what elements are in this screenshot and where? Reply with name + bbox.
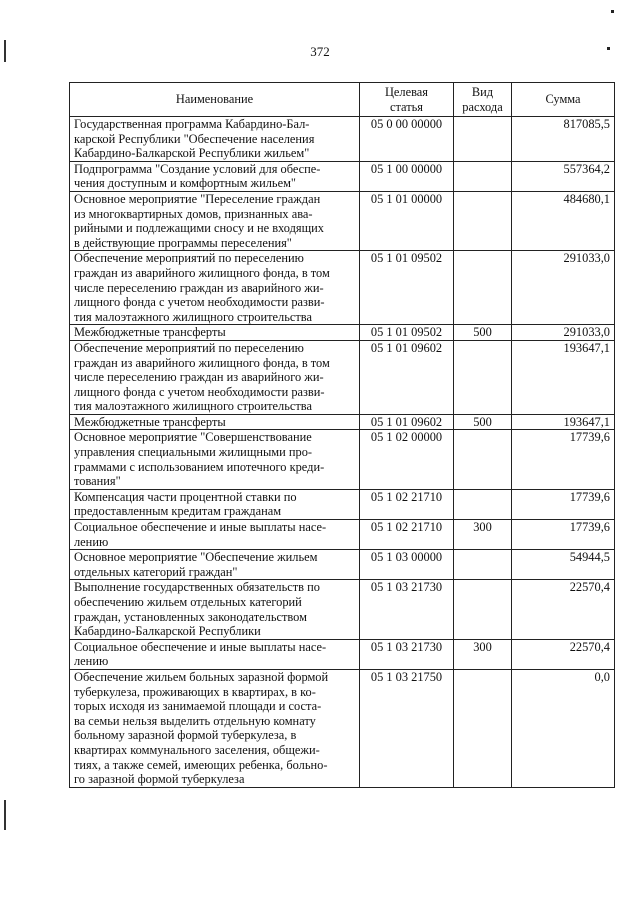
header-article: Целевая статья [360, 83, 454, 117]
row-article-code: 05 1 03 21750 [360, 669, 454, 787]
row-name: Основное мероприятие "Совершенствование управления специальными жилищными про- граммами с использованием ипотечного креди- тования" [70, 430, 360, 489]
table-row [70, 117, 615, 162]
row-sum: 17739,6 [512, 430, 615, 489]
row-article-code: 05 1 02 21710 [360, 489, 454, 519]
row-article-code: 05 1 00 00000 [360, 161, 454, 191]
header-sum: Сумма [512, 83, 615, 117]
row-expense-type: 500 [454, 325, 512, 341]
row-name: Выполнение государственных обязательств по обеспечению жильем отдельных категорий граждан, установленных законодательством Кабардино-Балкарской Республики [70, 580, 360, 639]
row-article-code: 05 1 03 21730 [360, 580, 454, 639]
row-expense-type [454, 251, 512, 325]
row-sum: 22570,4 [512, 580, 615, 639]
row-sum: 22570,4 [512, 639, 615, 669]
row-name: Обеспечение мероприятий по переселению граждан из аварийного жилищного фонда, в том числе переселению граждан из аварийного жи- лищного фонда с учетом необходимости разви- тия малоэтажного жилищного строительства [70, 340, 360, 414]
table-row [70, 161, 615, 191]
row-name: Социальное обеспечение и иные выплаты насе- лению [70, 520, 360, 550]
row-expense-type [454, 191, 512, 250]
row-expense-type: 300 [454, 639, 512, 669]
header-name: Наименование [70, 83, 360, 117]
row-sum: 291033,0 [512, 325, 615, 341]
scan-dot-top-right [611, 10, 614, 13]
row-sum: 484680,1 [512, 191, 615, 250]
table-row [70, 430, 615, 489]
row-article-code: 05 1 01 09502 [360, 251, 454, 325]
table-row [70, 639, 615, 669]
row-sum: 291033,0 [512, 251, 615, 325]
table-row [70, 489, 615, 519]
row-name: Обеспечение мероприятий по переселению граждан из аварийного жилищного фонда, в том числе переселению граждан из аварийного жи- лищного фонда с учетом необходимости разви- тия малоэтажного жилищного строительства [70, 251, 360, 325]
row-article-code: 05 1 03 00000 [360, 550, 454, 580]
row-name: Межбюджетные трансферты [70, 414, 360, 430]
row-sum: 193647,1 [512, 340, 615, 414]
row-name: Основное мероприятие "Обеспечение жильем отдельных категорий граждан" [70, 550, 360, 580]
row-name: Государственная программа Кабардино-Бал- карской Республики "Обеспечение населения Кабардино-Балкарской Республики жильем" [70, 117, 360, 162]
row-sum: 817085,5 [512, 117, 615, 162]
row-article-code: 05 1 02 00000 [360, 430, 454, 489]
row-sum: 54944,5 [512, 550, 615, 580]
row-name: Межбюджетные трансферты [70, 325, 360, 341]
table-row [70, 340, 615, 414]
row-expense-type [454, 117, 512, 162]
row-expense-type [454, 580, 512, 639]
scan-margin-mark-bottom [4, 800, 6, 830]
row-article-code: 05 1 03 21730 [360, 639, 454, 669]
row-name: Основное мероприятие "Переселение граждан из многоквартирных домов, признанных ава- рийными и подлежащими сносу и не входящих в действующие программы переселения" [70, 191, 360, 250]
row-expense-type [454, 340, 512, 414]
row-article-code: 05 0 00 00000 [360, 117, 454, 162]
row-article-code: 05 1 01 09602 [360, 414, 454, 430]
page-number: 372 [310, 44, 330, 59]
row-article-code: 05 1 01 00000 [360, 191, 454, 250]
row-name: Компенсация части процентной ставки по предоставленным кредитам гражданам [70, 489, 360, 519]
row-sum: 17739,6 [512, 520, 615, 550]
table-row [70, 520, 615, 550]
row-article-code: 05 1 01 09602 [360, 340, 454, 414]
row-expense-type [454, 489, 512, 519]
table-row [70, 669, 615, 787]
row-sum: 0,0 [512, 669, 615, 787]
row-expense-type: 500 [454, 414, 512, 430]
row-expense-type: 300 [454, 520, 512, 550]
table-header-row [70, 83, 615, 117]
header-expense-type: Вид расхода [454, 83, 512, 117]
row-name: Обеспечение жильем больных заразной формой туберкулеза, проживающих в квартирах, в ко- торых исходя из занимаемой площади и соста- ва семьи нельзя выделить отдельную комнату больному заразной формой туберкулеза, в квартирах коммунального заселения, общежи- тиях, а также семей, имеющих ребенка, больно- го заразной формой туберкулеза [70, 669, 360, 787]
budget-table [69, 82, 615, 788]
table-row [70, 550, 615, 580]
row-expense-type [454, 669, 512, 787]
row-expense-type [454, 550, 512, 580]
table-row [70, 580, 615, 639]
row-expense-type [454, 161, 512, 191]
row-article-code: 05 1 01 09502 [360, 325, 454, 341]
row-name: Социальное обеспечение и иные выплаты насе- лению [70, 639, 360, 669]
table-row [70, 325, 615, 341]
row-sum: 557364,2 [512, 161, 615, 191]
row-sum: 193647,1 [512, 414, 615, 430]
row-name: Подпрограмма "Создание условий для обеспе- чения доступным и комфортным жильем" [70, 161, 360, 191]
table-row [70, 191, 615, 250]
table-row [70, 251, 615, 325]
row-article-code: 05 1 02 21710 [360, 520, 454, 550]
row-expense-type [454, 430, 512, 489]
row-sum: 17739,6 [512, 489, 615, 519]
table-row [70, 414, 615, 430]
